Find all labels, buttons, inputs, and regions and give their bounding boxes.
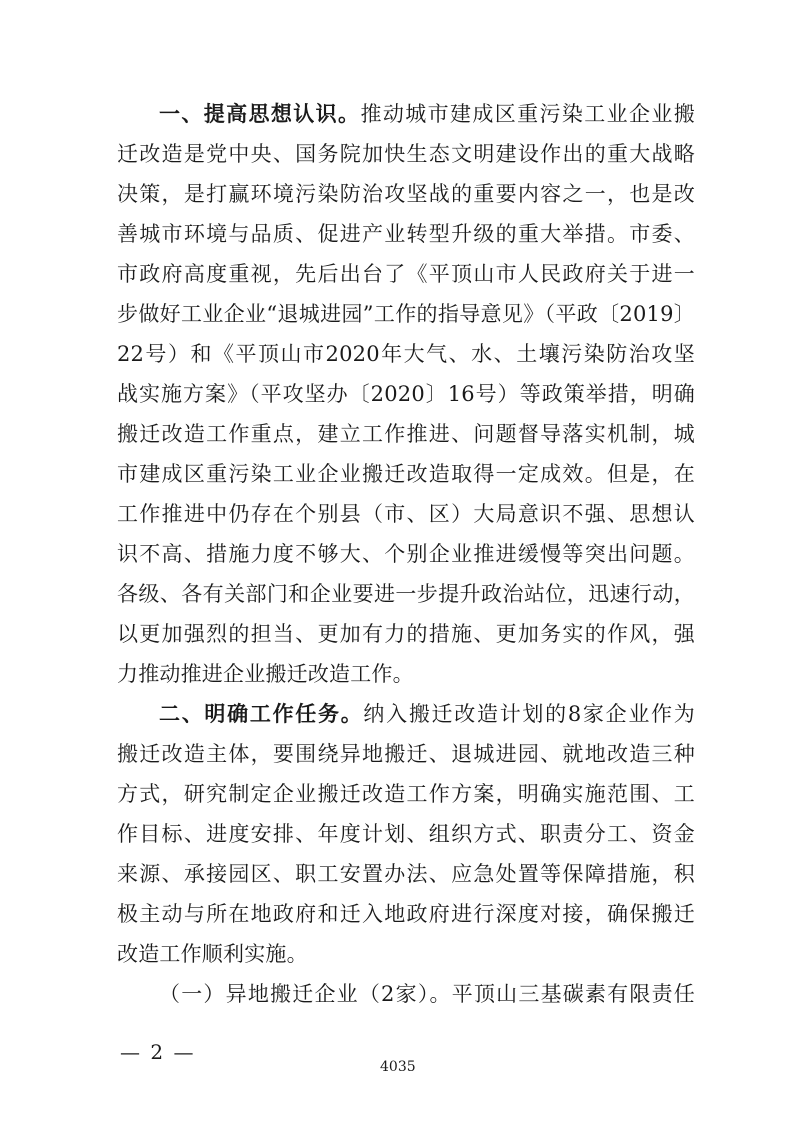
paragraph-line: 方式，研究制定企业搬迁改造工作方案，明确实施范围、工 [117, 782, 695, 806]
paragraph-line: 各级、各有关部门和企业要进一步提升政治站位，迅速行动， [117, 582, 695, 606]
paragraph-line: 识不高、措施力度不够大、个别企业推进缓慢等突出问题。 [117, 542, 695, 566]
document-stamp-number: 4035 [380, 1059, 416, 1075]
paragraph-line: （一）异地搬迁企业（2家）。平顶山三基碳素有限责任 [159, 982, 695, 1006]
paragraph-line: 决策，是打赢环境污染防治攻坚战的重要内容之一，也是改 [117, 182, 695, 206]
document-body [117, 94, 695, 1014]
paragraph-line: 极主动与所在地政府和迁入地政府进行深度对接，确保搬迁 [117, 902, 695, 926]
paragraph-line: 搬迁改造工作重点，建立工作推进、问题督导落实机制，城 [117, 422, 695, 446]
paragraph-line: 改造工作顺利实施。 [117, 942, 308, 966]
paragraph-line: 善城市环境与品质、促进产业转型升级的重大举措。市委、 [117, 222, 695, 246]
paragraph-line: 力推动推进企业搬迁改造工作。 [117, 662, 414, 686]
section-heading: 二、明确工作任务。 [159, 702, 364, 726]
paragraph-line: 步做好工业企业“退城进园”工作的指导意见》（平政〔2019〕 [117, 302, 695, 326]
paragraph-line [117, 694, 695, 734]
paragraph-line: 搬迁改造主体，要围绕异地搬迁、退城进园、就地改造三种 [117, 742, 695, 766]
paragraph-line: 以更加强烈的担当、更加有力的措施、更加务实的作风，强 [117, 622, 695, 646]
paragraph-line: 22号）和《平顶山市2020年大气、水、土壤污染防治攻坚 [117, 342, 695, 366]
paragraph-line: 市政府高度重视，先后出台了《平顶山市人民政府关于进一 [117, 262, 695, 286]
line-text: 推动城市建成区重污染工业企业搬 [360, 102, 696, 126]
paragraph-line: 市建成区重污染工业企业搬迁改造取得一定成效。但是，在 [117, 462, 695, 486]
paragraph-line [117, 94, 695, 134]
section-heading: 一、提高思想认识。 [159, 102, 361, 126]
page-number: — 2 — [120, 1040, 196, 1064]
line-text: 纳入搬迁改造计划的8家企业作为 [363, 702, 695, 726]
paragraph-line: 作目标、进度安排、年度计划、组织方式、职责分工、资金 [117, 822, 695, 846]
paragraph-line: 战实施方案》（平攻坚办〔2020〕16号）等政策举措，明确 [117, 382, 695, 406]
paragraph-line: 工作推进中仍存在个别县（市、区）大局意识不强、思想认 [117, 502, 695, 526]
paragraph-line: 来源、承接园区、职工安置办法、应急处置等保障措施，积 [117, 862, 695, 886]
paragraph-line: 迁改造是党中央、国务院加快生态文明建设作出的重大战略 [117, 142, 695, 166]
